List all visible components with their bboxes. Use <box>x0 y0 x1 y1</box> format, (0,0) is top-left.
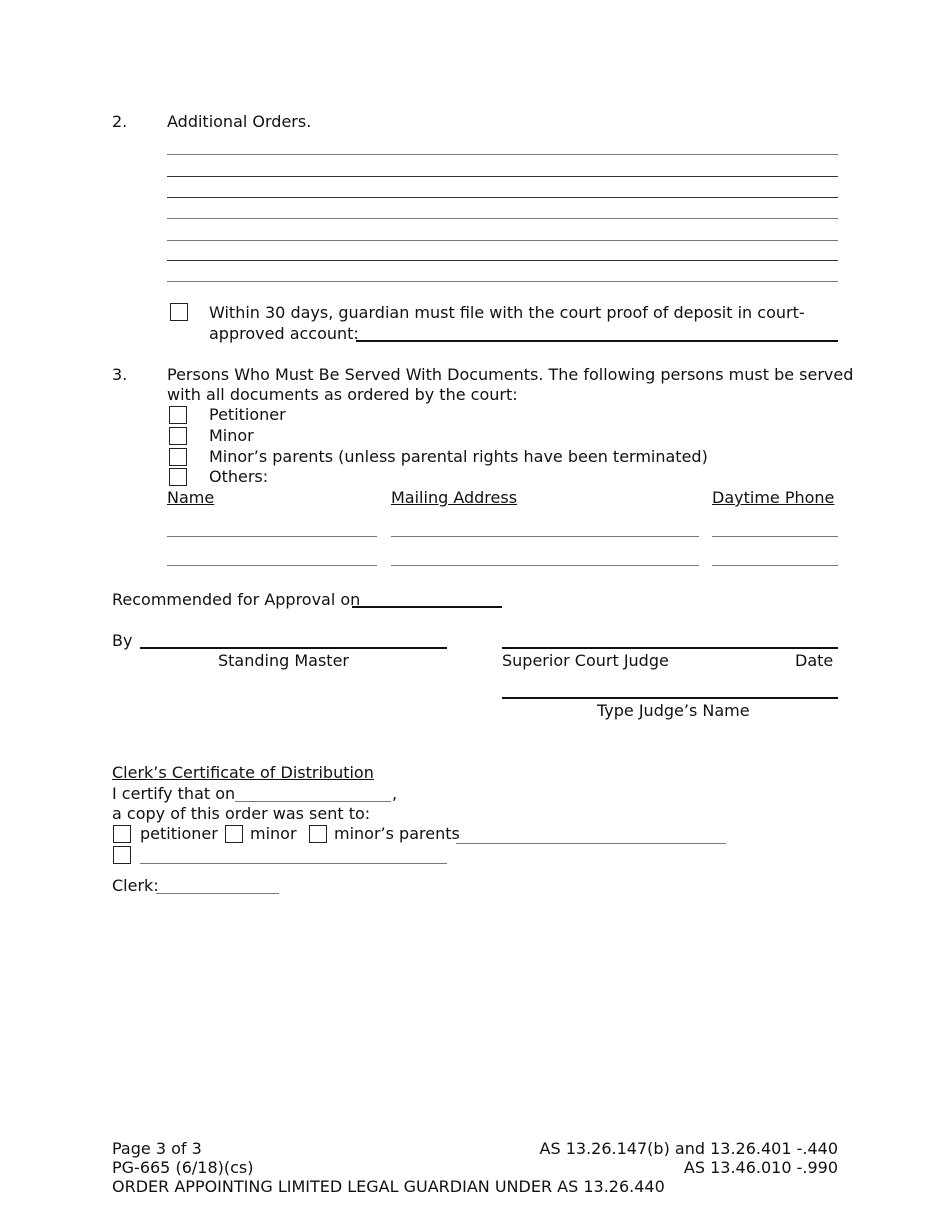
section-3-number: 3. <box>112 365 128 384</box>
standing-master-label: Standing Master <box>218 651 349 670</box>
footer-form-title: ORDER APPOINTING LIMITED LEGAL GUARDIAN UNDER AS 13.26.440 <box>112 1177 665 1196</box>
others-option-label: Others: <box>209 467 269 486</box>
petitioner-option-label: Petitioner <box>209 405 286 424</box>
deposit-text-line2: approved account: <box>209 324 359 343</box>
recommended-date-field[interactable] <box>352 606 502 608</box>
certify-comma: , <box>392 784 398 803</box>
daytime-phone-column-header: Daytime Phone <box>712 488 835 507</box>
copy-sent-label: a copy of this order was sent to: <box>112 804 371 823</box>
footer-statute-1: AS 13.26.147(b) and 13.26.401 -.440 <box>539 1139 838 1158</box>
clerk-parents-address-field[interactable] <box>456 843 726 844</box>
certify-date-field[interactable] <box>235 801 391 802</box>
recommended-approval-label: Recommended for Approval on <box>112 590 361 609</box>
order-line-7[interactable] <box>167 281 838 282</box>
minors-parents-option-label: Minor’s parents (unless parental rights have been terminated) <box>209 447 708 466</box>
mailing-address-column-header: Mailing Address <box>391 488 518 507</box>
section-2-number: 2. <box>112 112 128 131</box>
served-phone-field-2[interactable] <box>712 565 838 566</box>
clerk-petitioner-checkbox[interactable] <box>113 825 131 843</box>
served-address-field-1[interactable] <box>391 536 699 537</box>
clerk-signature-field[interactable] <box>156 893 279 894</box>
judge-name-field[interactable] <box>502 697 838 699</box>
served-phone-field-1[interactable] <box>712 536 838 537</box>
type-judge-name-label: Type Judge’s Name <box>597 701 750 720</box>
standing-master-signature-field[interactable] <box>140 647 447 649</box>
clerk-other-recipient-field[interactable] <box>140 863 447 864</box>
judge-signature-field[interactable] <box>502 647 838 649</box>
deposit-text-line1: Within 30 days, guardian must file with the court proof of deposit in court- <box>209 303 805 322</box>
clerk-other-checkbox[interactable] <box>113 846 131 864</box>
order-line-5[interactable] <box>167 240 838 241</box>
section-3-heading-line2: with all documents as ordered by the court: <box>167 385 518 404</box>
clerk-petitioner-label: petitioner <box>140 824 218 843</box>
minor-checkbox[interactable] <box>169 427 187 445</box>
order-line-1[interactable] <box>167 154 838 155</box>
deposit-account-field[interactable] <box>356 340 838 342</box>
clerk-minors-parents-checkbox[interactable] <box>309 825 327 843</box>
section-3-heading-line1: Persons Who Must Be Served With Documents. The following persons must be served <box>167 365 854 384</box>
footer-statute-2: AS 13.46.010 -.990 <box>683 1158 838 1177</box>
order-line-2[interactable] <box>167 176 838 177</box>
date-label: Date <box>795 651 834 670</box>
clerk-certificate-heading: Clerk’s Certificate of Distribution <box>112 763 374 782</box>
footer-page-number: Page 3 of 3 <box>112 1139 202 1158</box>
clerk-minors-parents-label: minor’s parents <box>334 824 460 843</box>
served-name-field-1[interactable] <box>167 536 377 537</box>
order-line-6[interactable] <box>167 260 838 261</box>
served-address-field-2[interactable] <box>391 565 699 566</box>
name-column-header: Name <box>167 488 215 507</box>
order-line-4[interactable] <box>167 218 838 219</box>
by-label: By <box>112 631 133 650</box>
clerk-minor-checkbox[interactable] <box>225 825 243 843</box>
order-line-3[interactable] <box>167 197 838 198</box>
served-name-field-2[interactable] <box>167 565 377 566</box>
clerk-label: Clerk: <box>112 876 159 895</box>
section-2-heading: Additional Orders. <box>167 112 312 131</box>
deposit-checkbox[interactable] <box>170 303 188 321</box>
footer-form-id: PG-665 (6/18)(cs) <box>112 1158 254 1177</box>
petitioner-checkbox[interactable] <box>169 406 187 424</box>
minors-parents-checkbox[interactable] <box>169 448 187 466</box>
others-checkbox[interactable] <box>169 468 187 486</box>
certify-label: I certify that on <box>112 784 236 803</box>
clerk-minor-label: minor <box>250 824 297 843</box>
minor-option-label: Minor <box>209 426 254 445</box>
superior-court-judge-label: Superior Court Judge <box>502 651 669 670</box>
